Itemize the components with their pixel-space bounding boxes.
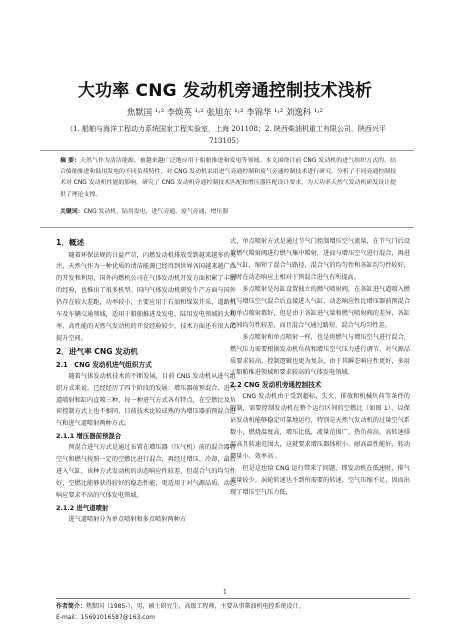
author-list: 焦默国 ¹˒² 李焕英 ¹˒² 张旭东 ¹˒² 李锦华 ¹˒² 刘逸科 ¹˒² — [126, 107, 324, 117]
paragraph: CNG 发动机由于受到超标、失火、排放和机械负荷等条件的限制，需要控制发动机在整个运行区间的空燃比（如图 1），以保证发动机能够稳定可靠地运行，特别是天然气发动机的过量空气系数小，燃烧温度高，增压比低，流量范围广、热负荷高，高转速排温高且转速范围大，这就要求增压器体积小、耐高温性能好、转动惯量小、效率高 。 — [230, 393, 410, 461]
author-note — [56, 602, 416, 612]
paragraph: 随着气体发动机技术的不断发展，目前 CNG 发动机从进气组织方式来说，已经经历了四个阶段的发展：增压器前预混合、进气道喷射和缸内直喷三种，每一种进气方式各有特点，在空燃比及负荷控制方式上也不相同，目前技术比较成熟的为增压器前预混合进气和进气道喷射两种方式。 — [56, 372, 236, 428]
subsection-heading-2-1: 2.1 CNG 发动机进气组织方式 — [56, 360, 152, 369]
affiliation-line-1: （1. 船舶与海洋工程动力系统国家工程实验室，上海 201108；2. 陕西柴油机重工有限公司，陕西兴平 — [66, 125, 386, 133]
right-column — [230, 236, 410, 499]
paragraph: 多点喷射是每缸设置独立的燃气喷射阀，在各缸进气道喷入燃气与增压空气混合后直接进入气缸，动态响应性比增压器前预混合和单点喷射都好，但是由于各缸进气量和燃气喷射阀的差异，各缸之间均匀性较差，而且混合气通过路短，混合气均匀性差。 — [230, 285, 410, 329]
section-heading-1: 1．概述 — [56, 238, 85, 247]
paragraph: 进气道喷射分为单点喷射和多点喷射两种方 — [68, 516, 186, 524]
author-note-text: 焦默国（1985-），男，硕士研究生，高级工程师，主要从事柴油机电控系统设计。 — [86, 603, 305, 610]
abstract-label: 摘 要： — [60, 158, 81, 164]
subsection-heading-2-1-2: 2.1.2 进气道喷射 — [56, 504, 109, 513]
top-divider — [40, 150, 414, 151]
paper-title: 大功率 CNG 发动机旁通控制技术浅析 — [77, 81, 373, 101]
footnote-divider — [56, 598, 410, 599]
affiliation-line-2: 713105） — [209, 137, 243, 145]
section-heading-2: 2．进气率 CNG 发动机 — [56, 347, 138, 357]
author-email: E-mail：15691016587@163.com — [56, 614, 155, 621]
paragraph: 预混合进气方式是通过布置在增压器（压气机）前的混合器将空气和燃气按照一定的空燃比进行混合，再经过增压、冷却，最后进入气缸，该种方式发动机的动态响应性较差，但混合气的均匀性好，空燃比能够获得较好的稳态性能，更适用于对气源品质、动态响应要求不高的气体发电领域。 — [56, 444, 236, 500]
subsection-heading-2-2: 2.2 CNG 发动机旁通控制技术 — [230, 381, 322, 390]
paragraph: 多点喷射和单点喷射一样，也是将燃气与增压空气进行混合，燃气压力需要根据发动机负荷和增压空气压力进行调节，对气源品质要求较高，控制逻辑也更为复杂，由于其瞬态响应性更好，多用于船舶推进领域和要求较高的气体发电领域。 — [230, 333, 410, 377]
keywords-text: CNG 发动机，陆用发电，进气旁通，废气旁通，增压器 — [83, 209, 229, 215]
paragraph: 随着环保法规的日益严苛，内燃发动机排放受到越来越多的关注，天然气作为一种优质的清洁能源已经得到世界各国越来越广泛的开发和利用，国外内燃机公司在气体发动机开发方面积累了丰富的经验，也推出了很多机型。国内气体发动机研发生产方面与国外仍存在较大差距，功率较小，主要应用于石油和煤炭开采、道路机车及车辆交通领域，适用于船舶推进及发电、陆用发电领域的大功率、高性能的天然气发动机的开发经验较少，技术方面还有很大的提升空间。 — [56, 251, 236, 343]
paragraph: 但是这也给 CNG 运行带来了问题，即发动机在低速时，排气流量较少，涡轮转速达不到所需要的转速，空气压缩不足，因而出现了增压空气压力低， — [230, 465, 410, 497]
abstract-divider — [40, 227, 414, 228]
paragraph: 式，单点喷射方式是通过节气门控制增压空气流量，在节气门后设置燃气喷射阀进行燃气集中喷射，进而与增压空气进行混合，再进入气缸，缩短了混合气路径，混合气的均匀性和各缸均匀性较好，同时在动态响应上相对于预混合进气有所提高。 — [230, 238, 410, 281]
keywords — [60, 207, 396, 218]
author-note-label: 作者简介： — [56, 603, 87, 610]
left-column — [56, 236, 236, 526]
page-number: 1 — [222, 588, 228, 596]
subsection-heading-2-1-1: 2.1.1 增压器前预混合 — [56, 432, 122, 441]
abstract-text: 天然气作为清洁能源，被越来越广泛地应用于船舶推进和发电等领域。本文围绕目前 CNG 发动机的进气组织方式的，结合船舶推进和陆用发电的不同负荷特性，对 CNG 发动机采用进气旁通控制和废气旁通控制技术进行研究，分析了不同旁通控制技术对 CNG 发动机性能的影响，研究了 CNG 发动机旁通控制技术匹配和增压器匹配设计要求，为大功率天然气发动机研发设计提供了理论支撑。 — [60, 158, 396, 198]
keywords-label: 关键词： — [60, 209, 84, 215]
abstract — [60, 156, 396, 201]
